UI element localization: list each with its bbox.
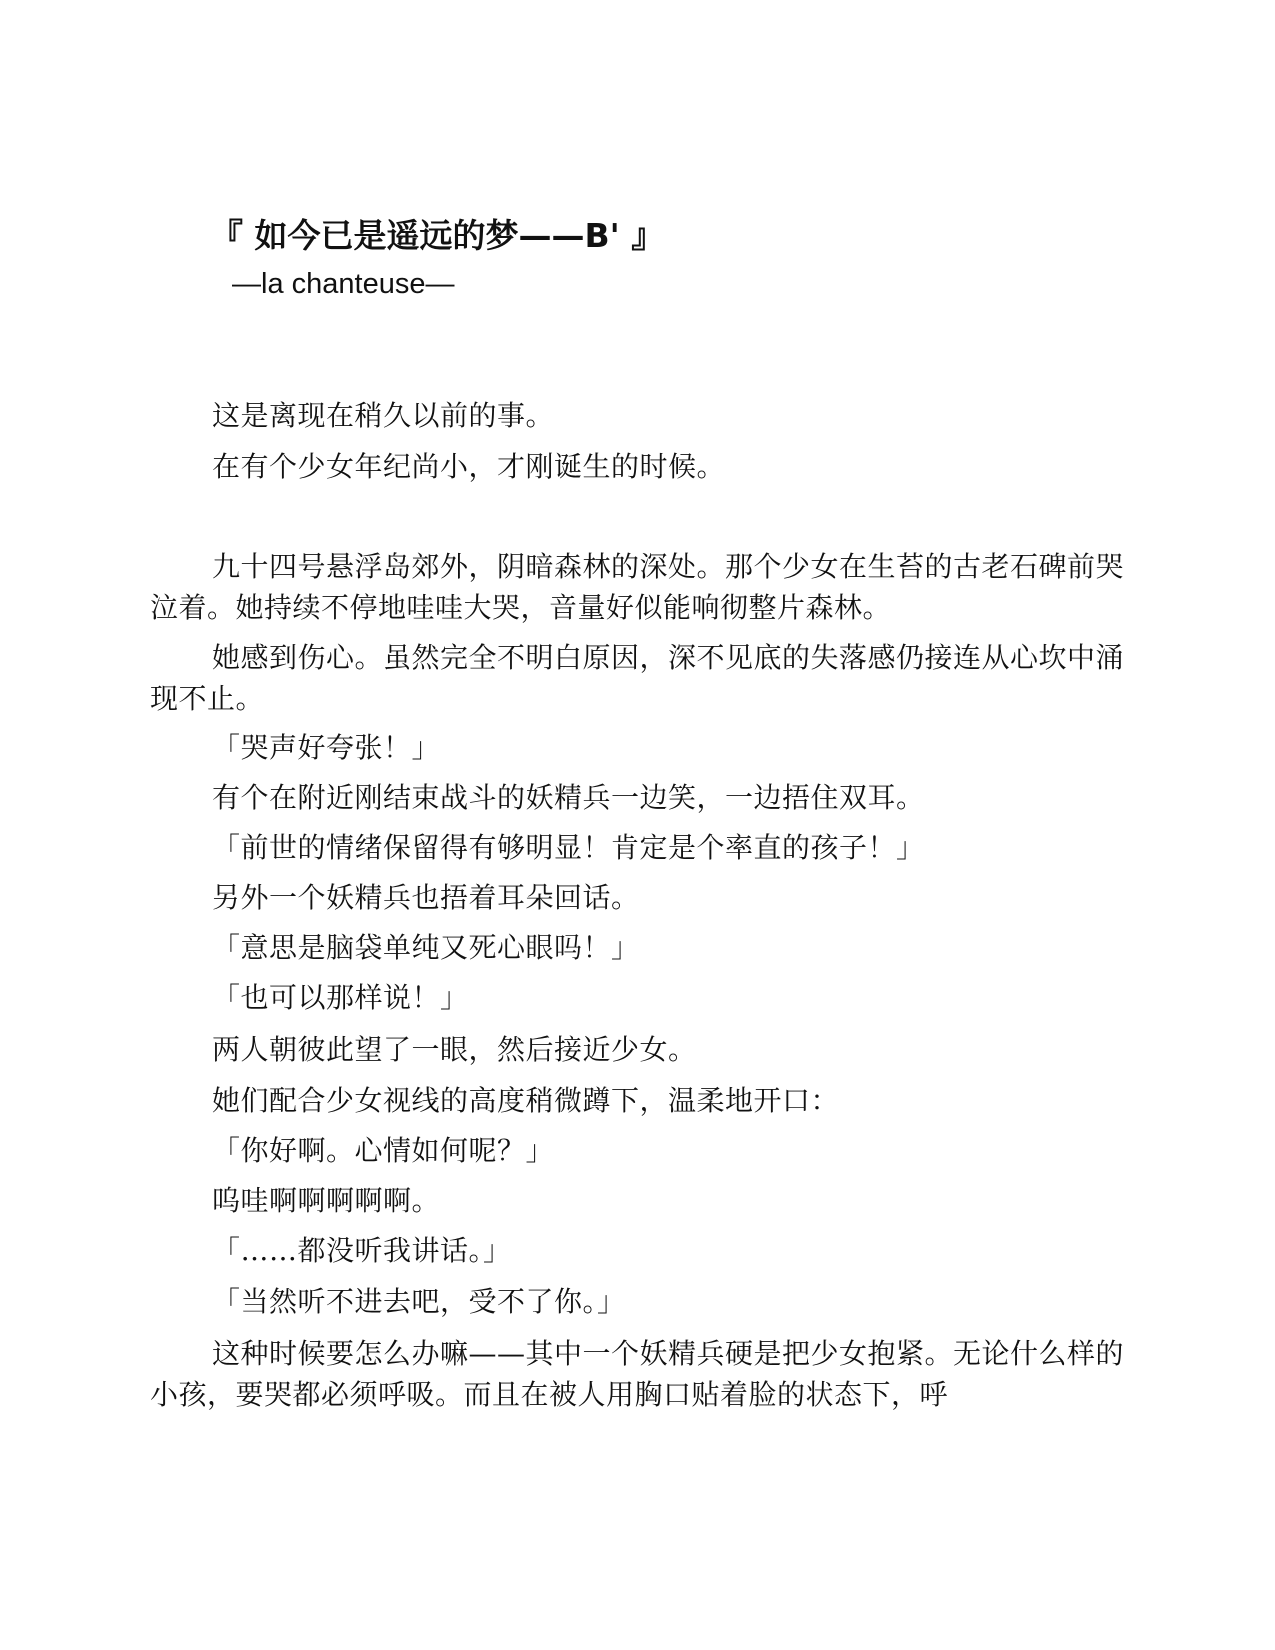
paragraph: 呜哇啊啊啊啊啊。: [212, 1184, 441, 1217]
paragraph: 「当然听不进去吧，受不了你。」: [212, 1285, 626, 1318]
paragraph: 九十四号悬浮岛郊外，阴暗森林的深处。那个少女在生苔的古老石碑前哭泣着。她持续不停地哇哇大哭，音量好似能响彻整片森林。: [150, 550, 1125, 624]
paragraph: 「哭声好夸张！」: [212, 731, 441, 764]
chapter-subtitle: —la chanteuse—: [232, 268, 455, 300]
paragraph: 在有个少女年纪尚小，才刚诞生的时候。: [212, 450, 726, 483]
paragraph: 她感到伤心。虽然完全不明白原因，深不见底的失落感仍接连从心坎中涌现不止。: [150, 641, 1125, 715]
paragraph: 「你好啊。心情如何呢？」: [212, 1134, 555, 1167]
paragraph: 「……都没听我讲话。」: [212, 1234, 512, 1267]
paragraph: 另外一个妖精兵也捂着耳朵回话。: [212, 881, 640, 914]
paragraph: 有个在附近刚结束战斗的妖精兵一边笑，一边捂住双耳。: [212, 781, 925, 814]
paragraph: 两人朝彼此望了一眼，然后接近少女。: [212, 1033, 697, 1066]
paragraph: 这种时候要怎么办嘛——其中一个妖精兵硬是把少女抱紧。无论什么样的小孩，要哭都必须呼吸。而且在被人用胸口贴着脸的状态下，呼: [150, 1337, 1125, 1411]
paragraph: 「前世的情绪保留得有够明显！肯定是个率直的孩子！」: [212, 831, 925, 864]
paragraph: 这是离现在稍久以前的事。: [212, 399, 555, 432]
paragraph: 她们配合少女视线的高度稍微蹲下，温柔地开口：: [212, 1084, 840, 1117]
paragraph: 「意思是脑袋单纯又死心眼吗！」: [212, 931, 640, 964]
chapter-title: 『 如今已是遥远的梦——B' 』: [210, 216, 665, 255]
paragraph: 「也可以那样说！」: [212, 981, 469, 1014]
